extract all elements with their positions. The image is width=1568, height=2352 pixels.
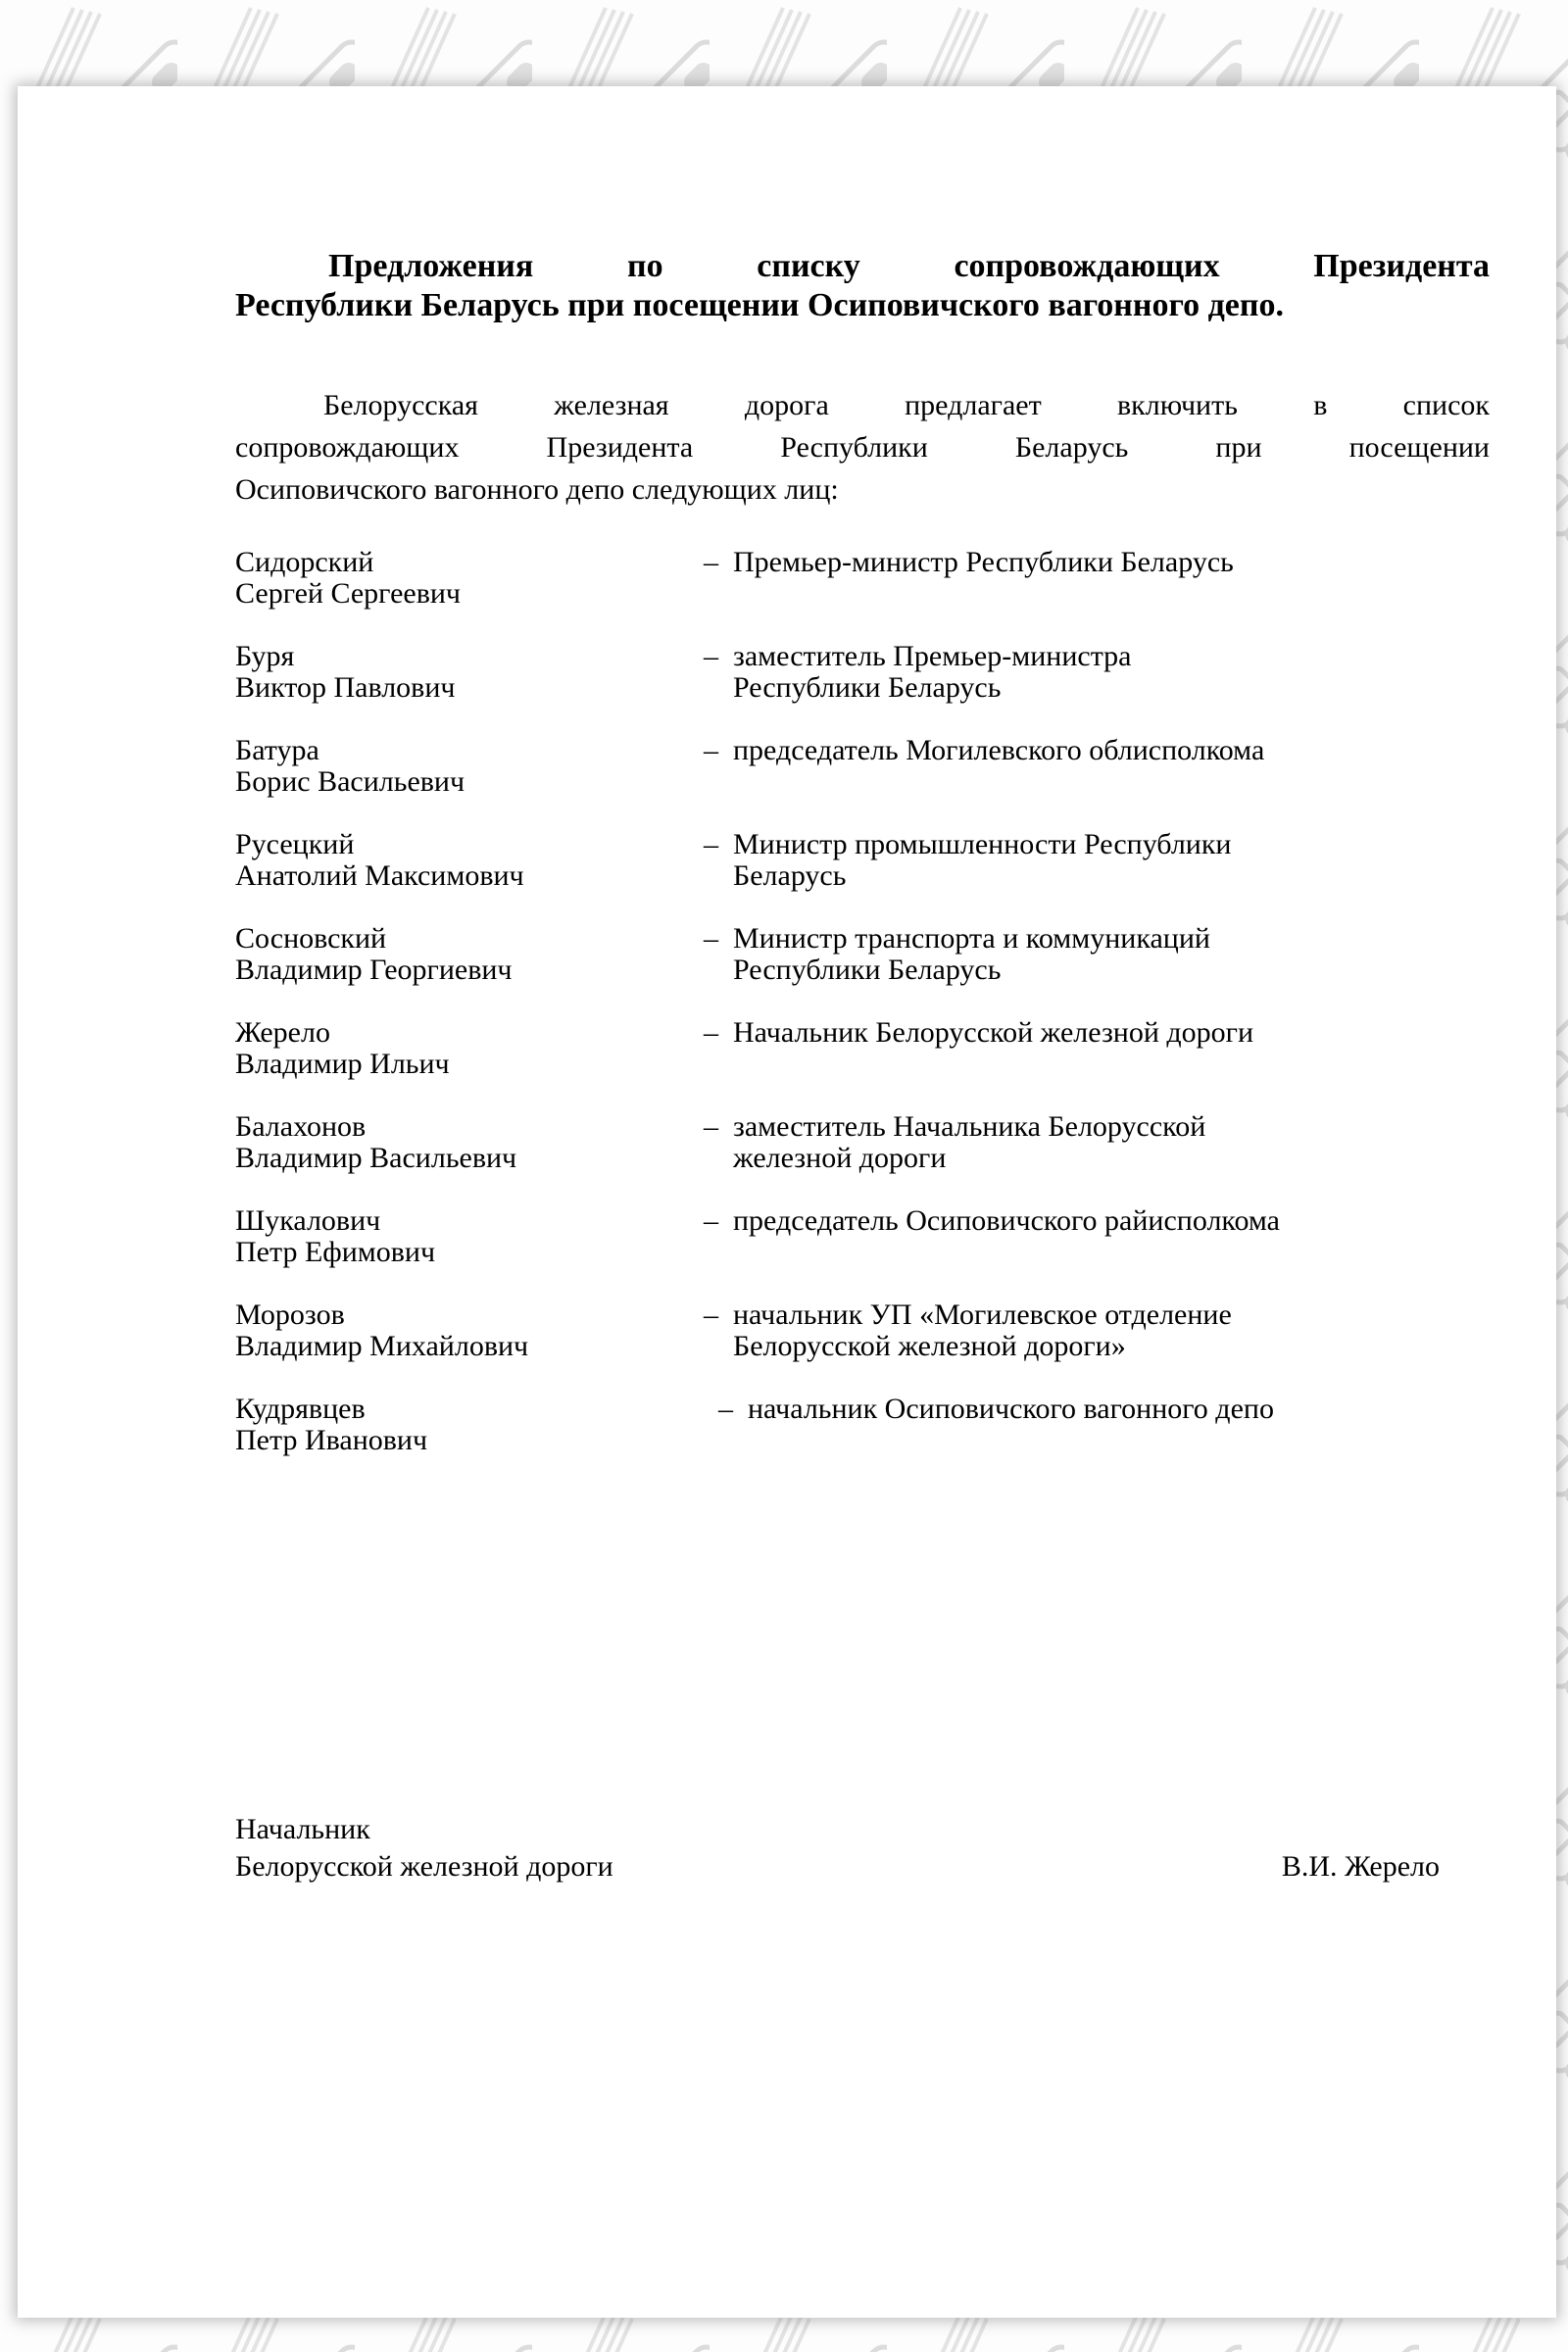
position-line-1: заместитель Начальника Белорусской <box>733 1110 1206 1143</box>
position-line-1: Министр транспорта и коммуникаций <box>733 922 1210 955</box>
person-position <box>718 1394 1490 1456</box>
person-given-names: Владимир Михайлович <box>235 1330 529 1362</box>
signer-name: В.И. Жерело <box>1281 1850 1440 1883</box>
person-surname: Буря <box>235 640 295 672</box>
signer-post-line-2: Белорусской железной дороги <box>235 1850 613 1883</box>
dash: – <box>704 1298 718 1331</box>
person-given-names: Виктор Павлович <box>235 671 456 704</box>
list-item <box>235 1299 1490 1362</box>
person-position <box>704 1111 1490 1174</box>
list-item <box>235 1017 1490 1080</box>
person-position <box>704 829 1490 892</box>
person-name <box>235 547 704 610</box>
intro-line-1: Белорусская железная дорога предлагает включить в список <box>323 389 1490 421</box>
dash: – <box>704 734 718 766</box>
dash: – <box>718 1393 733 1425</box>
position-line-2: Белорусской железной дороги» <box>733 1330 1126 1362</box>
person-given-names: Петр Иванович <box>235 1424 428 1456</box>
document-content <box>235 86 1490 1886</box>
document-title <box>235 247 1490 325</box>
person-name <box>235 1205 704 1268</box>
list-item <box>235 1111 1490 1174</box>
person-surname: Русецкий <box>235 828 355 860</box>
person-surname: Балахонов <box>235 1110 367 1143</box>
position-line-2: Республики Беларусь <box>733 954 1002 986</box>
person-name <box>235 641 704 704</box>
intro-line-2: сопровождающих Президента Республики Беларусь при посещении <box>235 431 1490 464</box>
dash: – <box>704 546 718 578</box>
person-position <box>704 735 1490 798</box>
position-line-1: заместитель Премьер-министра <box>733 640 1132 672</box>
person-name <box>235 735 704 798</box>
person-given-names: Сергей Сергеевич <box>235 577 462 610</box>
person-given-names: Борис Васильевич <box>235 765 466 798</box>
person-position <box>704 1017 1490 1080</box>
list-item <box>235 1394 1490 1456</box>
person-name <box>235 1017 704 1080</box>
person-given-names: Владимир Ильич <box>235 1048 450 1080</box>
person-given-names: Петр Ефимович <box>235 1236 436 1268</box>
person-position <box>704 923 1490 986</box>
position-line-1: Начальник Белорусской железной дороги <box>733 1016 1254 1049</box>
signature-block <box>235 1811 1490 1886</box>
intro-paragraph <box>235 384 1490 511</box>
person-surname: Шукалович <box>235 1204 381 1237</box>
dash: – <box>704 922 718 955</box>
person-position <box>704 1205 1490 1268</box>
position-line-1: начальник Осиповичского вагонного депо <box>748 1393 1274 1425</box>
signer-post-line-1: Начальник <box>235 1813 370 1845</box>
dash: – <box>704 828 718 860</box>
list-item <box>235 735 1490 798</box>
person-surname: Сидорский <box>235 546 374 578</box>
title-line-2: Республики Беларусь при посещении Осиповичского вагонного депо. <box>235 287 1284 323</box>
position-line-2: Республики Беларусь <box>733 671 1002 704</box>
position-line-1: начальник УП «Могилевское отделение <box>733 1298 1232 1331</box>
person-name <box>235 1299 704 1362</box>
person-surname: Сосновский <box>235 922 387 955</box>
position-line-2: Беларусь <box>733 859 847 892</box>
position-line-2: железной дороги <box>733 1142 947 1174</box>
person-name <box>235 829 704 892</box>
list-item <box>235 829 1490 892</box>
dash: – <box>704 1110 718 1143</box>
person-surname: Морозов <box>235 1298 345 1331</box>
position-line-1: Премьер-министр Республики Беларусь <box>733 546 1234 578</box>
title-line-1: Предложения по списку сопровождающих Президента <box>328 248 1490 284</box>
list-item <box>235 1205 1490 1268</box>
position-line-1: Министр промышленности Республики <box>733 828 1232 860</box>
document-page <box>18 86 1556 2318</box>
dash: – <box>704 1204 718 1237</box>
person-name <box>235 923 704 986</box>
list-item <box>235 547 1490 610</box>
person-given-names: Владимир Георгиевич <box>235 954 513 986</box>
person-surname: Кудрявцев <box>235 1393 366 1425</box>
person-name <box>235 1111 704 1174</box>
person-surname: Жерело <box>235 1016 330 1049</box>
accompanying-persons-list <box>235 547 1490 1456</box>
person-surname: Батура <box>235 734 319 766</box>
person-name <box>235 1394 704 1456</box>
person-position <box>704 641 1490 704</box>
list-item <box>235 923 1490 986</box>
list-item <box>235 641 1490 704</box>
position-line-1: председатель Осиповичского райисполкома <box>733 1204 1280 1237</box>
dash: – <box>704 640 718 672</box>
person-given-names: Анатолий Максимович <box>235 859 524 892</box>
person-position <box>704 1299 1490 1362</box>
intro-line-3: Осиповичского вагонного депо следующих лиц: <box>235 473 839 506</box>
person-position <box>704 547 1490 610</box>
person-given-names: Владимир Васильевич <box>235 1142 517 1174</box>
dash: – <box>704 1016 718 1049</box>
position-line-1: председатель Могилевского облисполкома <box>733 734 1265 766</box>
